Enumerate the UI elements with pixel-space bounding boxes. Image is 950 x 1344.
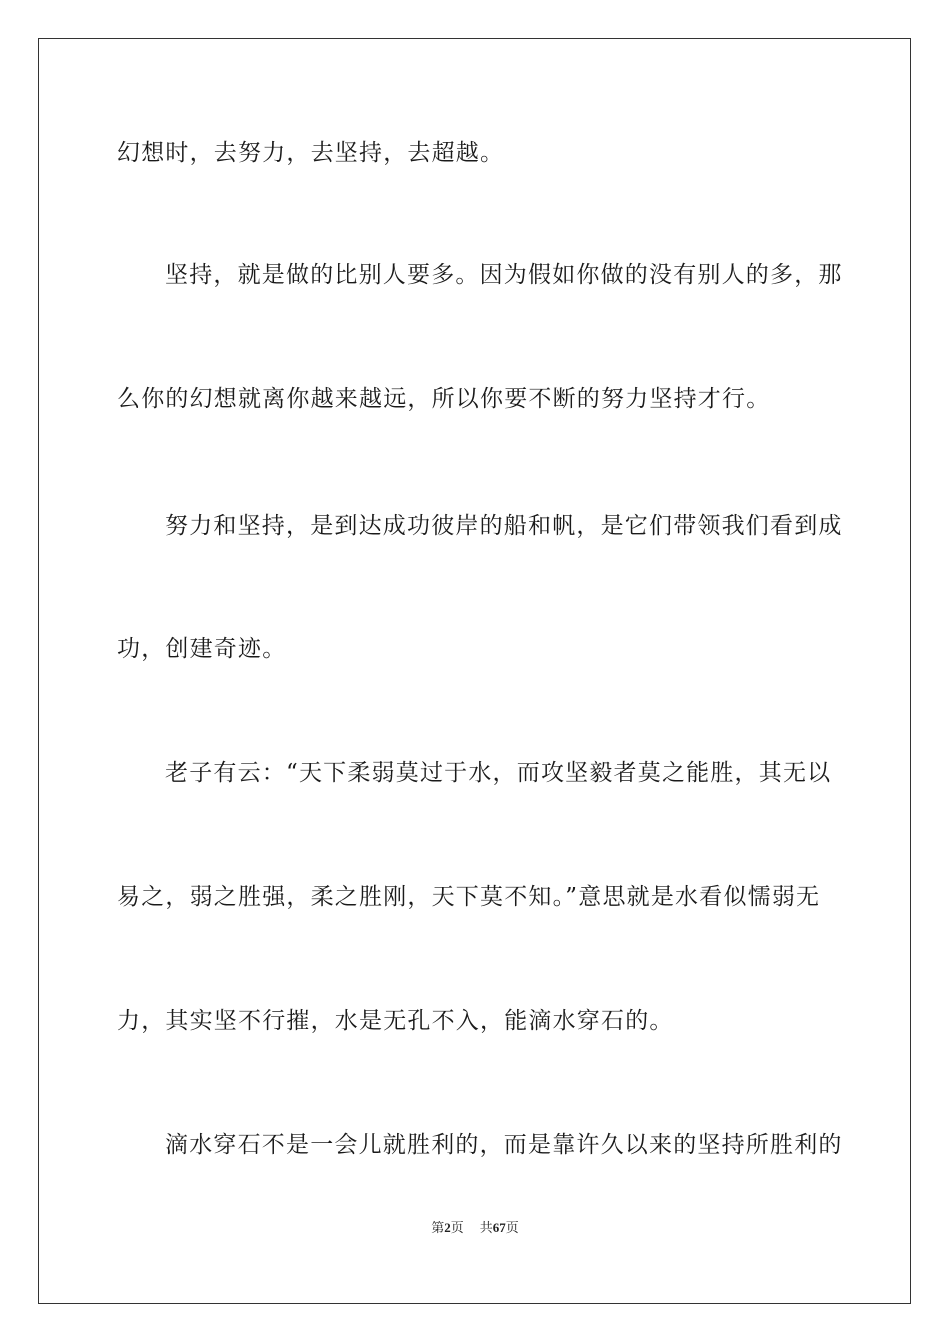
page-footer [0, 1219, 950, 1238]
footer-page-prefix: 第 [431, 1221, 445, 1236]
footer-page-number: 2 [444, 1220, 451, 1235]
text-line-2: 坚持，就是做的比别人要多。因为假如你做的没有别人的多，那 [165, 262, 843, 288]
text-line-6: 老子有云：“天下柔弱莫过于水，而攻坚毅者莫之能胜，其无以 [165, 760, 832, 786]
footer-page-suffix: 页 [450, 1221, 464, 1236]
footer-total-prefix: 共 [479, 1221, 493, 1236]
text-line-4: 努力和坚持，是到达成功彼岸的船和帆，是它们带领我们看到成 [165, 513, 843, 539]
text-line-8: 力，其实坚不行摧，水是无孔不入，能滴水穿石的。 [117, 1008, 674, 1034]
text-line-9: 滴水穿石不是一会儿就胜利的，而是靠许久以来的坚持所胜利的 [165, 1132, 843, 1158]
text-line-5: 功，创建奇迹。 [117, 636, 287, 662]
text-line-7: 易之，弱之胜强，柔之胜刚，天下莫不知。”意思就是水看似懦弱无 [117, 884, 821, 910]
text-line-3: 么你的幻想就离你越来越远，所以你要不断的努力坚持才行。 [117, 386, 771, 412]
text-line-1: 幻想时，去努力，去坚持，去超越。 [117, 140, 505, 166]
page-border [38, 38, 911, 1304]
footer-total-pages: 67 [492, 1220, 506, 1235]
footer-total-suffix: 页 [505, 1221, 519, 1236]
